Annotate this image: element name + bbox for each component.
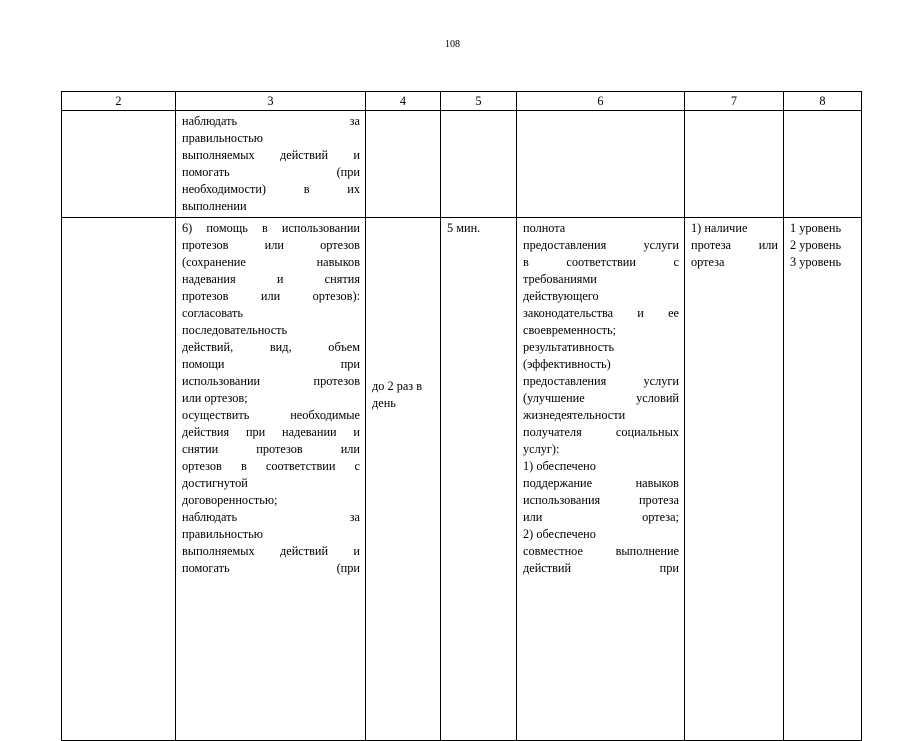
text-line: требованиями <box>523 272 597 286</box>
conditions-cell <box>685 218 784 741</box>
header-cell: 2 <box>62 92 176 111</box>
text-line: или ортеза; <box>523 510 679 524</box>
text-line: ортеза <box>691 255 725 269</box>
text-line: правильностью <box>182 131 263 145</box>
table-cell <box>366 111 441 218</box>
text-line: правильностью <box>182 527 263 541</box>
text-line: предоставления услуги <box>523 238 679 252</box>
text-line: снятии протезов или <box>182 442 360 456</box>
text-line: в соответствии с <box>523 255 679 269</box>
text-line: наблюдать за <box>182 510 360 524</box>
table-cell <box>517 111 685 218</box>
table-cell <box>441 111 517 218</box>
header-cell: 7 <box>685 92 784 111</box>
text-line: 1) наличие <box>691 221 748 235</box>
text-line: протеза или <box>691 238 778 252</box>
text-line: получателя социальных <box>523 425 679 439</box>
text-line: совместное выполнение <box>523 544 679 558</box>
table-cell <box>685 111 784 218</box>
text-line: надевания и снятия <box>182 272 360 286</box>
text-line: 2) обеспечено <box>523 527 596 541</box>
text-line: действий при <box>523 561 679 575</box>
text-line: действия при надевании и <box>182 425 360 439</box>
quality-indicators-cell <box>517 218 685 741</box>
header-cell: 5 <box>441 92 517 111</box>
text-line: необходимости) в их <box>182 182 360 196</box>
text-line: достигнутой <box>182 476 248 490</box>
text-line: использовании протезов <box>182 374 360 388</box>
frequency-line: до 2 раз в <box>372 379 423 393</box>
text-line: согласовать <box>182 306 243 320</box>
text-line: ортезов в соответствии с <box>182 459 360 473</box>
text-line: услуг): <box>523 442 560 456</box>
text-line: 1) обеспечено <box>523 459 596 473</box>
header-cell: 3 <box>176 92 366 111</box>
text-line: последовательность <box>182 323 288 337</box>
level-line: 3 уровень <box>790 255 842 269</box>
page-number: 108 <box>445 39 460 50</box>
text-line: (улучшение условий <box>523 391 679 405</box>
service-description-cell <box>176 111 366 218</box>
text-line: протезов или ортезов <box>182 238 360 252</box>
text-line: действий, вид, объем <box>182 340 360 354</box>
text-line: своевременность; <box>523 323 617 337</box>
text-line: договоренностью; <box>182 493 278 507</box>
table-cell <box>62 218 176 741</box>
text-line: выполняемых действий и <box>182 544 360 558</box>
text-line: жизнедеятельности <box>523 408 626 422</box>
text-line: поддержание навыков <box>523 476 679 490</box>
text-line: наблюдать за <box>182 114 360 128</box>
text-line: законодательства и ее <box>523 306 679 320</box>
text-line: осуществить необходимые <box>182 408 360 422</box>
text-line: помощи при <box>182 357 360 371</box>
text-line: выполнении <box>182 199 247 213</box>
text-line: выполняемых действий и <box>182 148 360 162</box>
duration-cell: 5 мин. <box>441 218 517 741</box>
header-cell: 6 <box>517 92 685 111</box>
header-row <box>62 92 862 111</box>
text-line: протезов или ортезов): <box>182 289 360 303</box>
services-table <box>61 91 862 741</box>
text-line: результативность <box>523 340 615 354</box>
header-cell: 8 <box>784 92 862 111</box>
text-line: помогать (при <box>182 561 360 575</box>
table-row <box>62 218 862 741</box>
header-cell: 4 <box>366 92 441 111</box>
table-cell <box>62 111 176 218</box>
frequency-cell <box>366 218 441 741</box>
text-line: помогать (при <box>182 165 360 179</box>
level-cell <box>784 218 862 741</box>
text-line: (сохранение навыков <box>182 255 360 269</box>
text-line: предоставления услуги <box>523 374 679 388</box>
text-line: 6) помощь в использовании <box>182 221 360 235</box>
level-line: 1 уровень <box>790 221 842 235</box>
text-line: (эффективность) <box>523 357 611 371</box>
text-line: полнота <box>523 221 566 235</box>
text-line: действующего <box>523 289 599 303</box>
level-line: 2 уровень <box>790 238 842 252</box>
frequency-line: день <box>372 396 396 410</box>
table-row <box>62 111 862 218</box>
text-line: использования протеза <box>523 493 679 507</box>
text-line: или ортезов; <box>182 391 248 405</box>
service-description-cell <box>176 218 366 741</box>
table-cell <box>784 111 862 218</box>
